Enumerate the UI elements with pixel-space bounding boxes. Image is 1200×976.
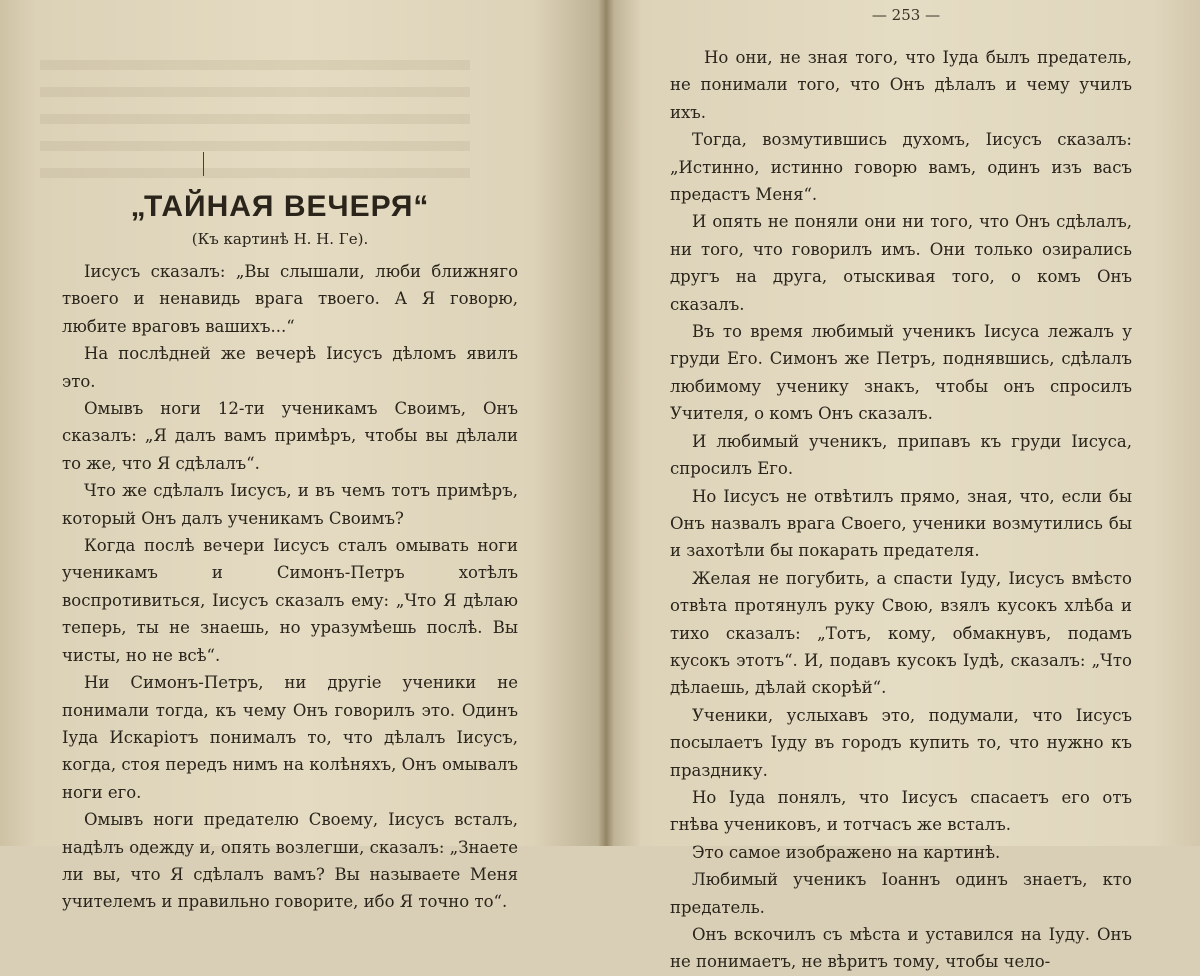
chapter-subtitle: (Къ картинѣ Н. Н. Ге). — [191, 230, 369, 248]
paragraph: Омывъ ноги 12-ти ученикамъ Своимъ, Онъ сказалъ: „Я далъ вамъ примѣръ, чтобы вы дѣлали то же, что Я сдѣлалъ“. — [62, 399, 518, 473]
paragraph: Ни Симонъ-Петръ, ни другіе ученики не понимали тогда, къ чему Онъ говорилъ это. Одинъ Іуда Искаріотъ понималъ то, что дѣлалъ Іисусъ, когда, стоя передъ нимъ на колѣняхъ, Онъ омывалъ ноги его. — [62, 673, 518, 802]
paragraph: Что же сдѣлалъ Іисусъ, и въ чемъ тотъ примѣръ, который Онъ далъ ученикамъ Своимъ? — [62, 481, 518, 528]
paragraph: Въ то время любимый ученикъ Іисуса лежалъ у груди Его. Симонъ же Петръ, поднявшись, сдѣлалъ любимому ученику знакъ, чтобы онъ спросилъ Учителя, о комъ Онъ сказалъ. — [670, 322, 1132, 424]
paragraph: Но Іисусъ не отвѣтилъ прямо, зная, что, если бы Онъ назвалъ врага Своего, ученики возмутились бы и захотѣли бы покарать предателя. — [670, 486, 1132, 561]
bleed-through-shadow — [40, 60, 470, 180]
chapter-title: „ТАЙНАЯ ВЕЧЕРЯ“ — [130, 190, 430, 223]
page-number: — 253 — — [871, 6, 941, 24]
right-text-column — [670, 44, 1132, 976]
paragraph: Іисусъ сказалъ: „Вы слышали, люби ближняго твоего и ненавидь врага твоего. А Я говорю, любите враговъ вашихъ...“ — [62, 262, 518, 336]
paragraph: Омывъ ноги предателю Своему, Іисусъ всталъ, надѣлъ одежду и, опять возлегши, сказалъ: „Знаете ли вы, что Я сдѣлалъ вамъ? Вы называете Меня учителемъ и правильно говорите, ибо Я точно то“. — [62, 810, 518, 912]
pencil-mark — [203, 152, 204, 176]
paragraph: Но они, не зная того, что Іуда былъ предатель, не понимали того, что Онъ дѣлалъ и чему училъ ихъ. — [670, 48, 1132, 122]
paragraph: Онъ вскочилъ съ мѣста и уставился на Іуду. Онъ не понимаетъ, не вѣритъ тому, чтобы чело- — [670, 925, 1132, 972]
paragraph: На послѣдней же вечерѣ Іисусъ дѣломъ явилъ это. — [62, 344, 518, 391]
book-gutter — [598, 0, 614, 846]
right-page — [606, 0, 1200, 972]
paragraph: Ученики, услыхавъ это, подумали, что Іисусъ посылаетъ Іуду въ городъ купить то, что нужно къ празднику. — [670, 705, 1132, 780]
left-page — [0, 0, 606, 912]
left-text-column — [62, 258, 518, 916]
paragraph: И опять не поняли они ни того, что Онъ сдѣлалъ, ни того, что говорилъ имъ. Они только озирались другъ на друга, отыскивая того, о комъ Онъ сказалъ. — [670, 212, 1132, 314]
paragraph: Желая не погубить, а спасти Іуду, Іисусъ вмѣсто отвѣта протянулъ руку Свою, взялъ кусокъ хлѣба и тихо сказалъ: „Тотъ, кому, обмакнувъ, подамъ кусокъ этотъ“. И, подавъ кусокъ Іудѣ, сказалъ: „Что дѣлаешь, дѣлай скорѣй“. — [670, 568, 1132, 698]
paragraph: Тогда, возмутившись духомъ, Іисусъ сказалъ: „Истинно, истинно говорю вамъ, одинъ изъ васъ предастъ Меня“. — [670, 130, 1132, 205]
paragraph: Когда послѣ вечери Іисусъ сталъ омывать ноги ученикамъ и Симонъ-Петръ хотѣлъ воспротивиться, Іисусъ сказалъ ему: „Что Я дѣлаю теперь, ты не знаешь, но уразумѣешь послѣ. Вы чисты, но не всѣ“. — [62, 536, 518, 665]
paragraph: И любимый ученикъ, припавъ къ груди Іисуса, спросилъ Его. — [670, 431, 1132, 479]
paragraph: Любимый ученикъ Іоаннъ одинъ знаетъ, кто предатель. — [670, 870, 1132, 917]
paragraph: Но Іуда понялъ, что Іисусъ спасаетъ его отъ гнѣва учениковъ, и тотчасъ же всталъ. — [670, 787, 1132, 835]
paragraph: Это самое изображено на картинѣ. — [692, 842, 1001, 862]
